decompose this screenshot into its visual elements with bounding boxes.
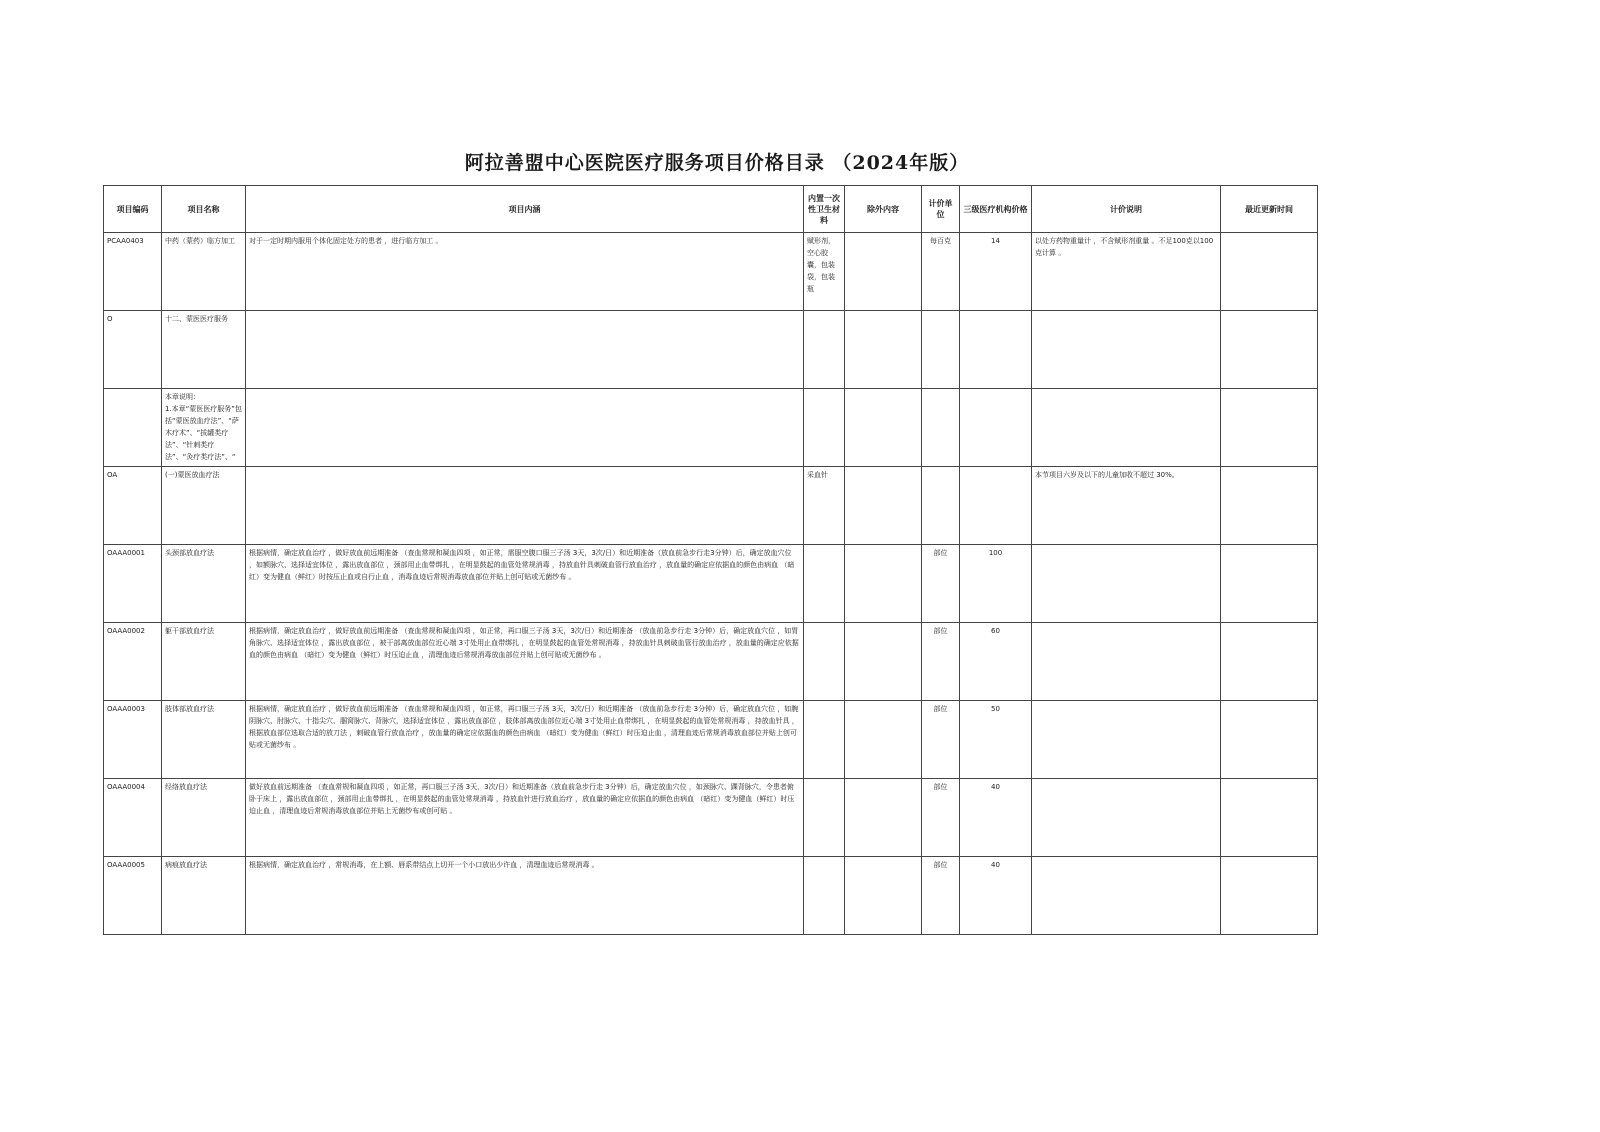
cell-excluded [845, 545, 922, 623]
cell-pricing-note [1032, 545, 1221, 623]
cell-code: OAAA0005 [104, 857, 162, 935]
cell-price: 60 [960, 623, 1032, 701]
table-row [104, 389, 1318, 467]
cell-updated [1221, 701, 1318, 779]
cell-price [960, 311, 1032, 389]
cell-updated [1221, 467, 1318, 545]
cell-updated [1221, 233, 1318, 311]
cell-name: 躯干部放血疗法 [162, 623, 246, 701]
cell-excluded [845, 311, 922, 389]
cell-materials [804, 701, 845, 779]
cell-materials: 采血针 [804, 467, 845, 545]
cell-content: 根据病情，确定放血治疗 ，做好放血前远期准备 （查血常规和凝血四项 ，如正常，再口服三子汤 3天，3次/日）和近期准备 （放血前急步行走 3分钟）后，确定放血穴位 ，如腕阴脉穴、肘脉穴、十指尖穴、腘窝脉穴、背脉穴，选择适宜体位 ，露出放血部位 ，肢体部离放血部位近心端 3寸处用止血带绑扎 ，在明显鼓起的血管处常规消毒 ，持放血针具 ，根据放血部位选取合适的放刀法 ，刺破血管行放血治疗 ，放血量的确定应依据血的颜色由病血 （暗红）变为健血（鲜红）时压迫止血 ，清理血迹后常规消毒放血部位并贴上创可贴或无菌纱布 。 [246, 701, 804, 779]
cell-unit: 部位 [922, 701, 960, 779]
cell-materials [804, 857, 845, 935]
cell-content: 根据病情，确定放血治疗 ，做好放血前远期准备 （查血常规和凝血四项 ，如正常，再口服三子汤 3天，3次/日）和近期准备 （放血前急步行走 3分钟）后，确定放血穴位 ，如胃角脉穴、选择适宜体位 ，露出放血部位 ，被干部离放血部位近心端 3寸处用止血带绑扎 ，在明显鼓起的血管处常规消毒 ，持放血针具刺破血管行放血治疗 ，放血量的确定应依据血的颜色由病血 （暗红）变为健血（鲜红）时压迫止血 ，清理血迹后常规消毒放血部位并贴上创可贴或无菌纱布 。 [246, 623, 804, 701]
cell-pricing-note [1032, 311, 1221, 389]
cell-excluded [845, 623, 922, 701]
cell-content: 根据病情，确定放血治疗 ，做好放血前远期准备 （查血常规和凝血四项 ，如正常，需服空腹口服三子汤 3天，3次/日）和近期准备（放血前急步行走3分钟）后，确定放血穴位 ，如额脉穴、选择适宜体位 ，露出放血部位 ，颈部用止血带绑扎 ，在明显鼓起的血管处常规消毒 ，持放血针具刺破血管行放血治疗 ，放血量的确定应依据血的颜色由病血 （暗红）变为健血（鲜红）时按压止血或自行止血 ，消毒血迹后常规消毒放血部位并贴上创可贴或无菌纱布 。 [246, 545, 804, 623]
cell-content: 对于一定时期内服用个体化固定处方的患者 ，进行临方加工 。 [246, 233, 804, 311]
cell-excluded [845, 467, 922, 545]
table-row [104, 311, 1318, 389]
cell-code: OAAA0001 [104, 545, 162, 623]
cell-name: (一)蒙医放血疗法 [162, 467, 246, 545]
cell-unit [922, 467, 960, 545]
cell-unit: 部位 [922, 779, 960, 857]
cell-name: 中药（蒙药）临方加工 [162, 233, 246, 311]
cell-updated [1221, 311, 1318, 389]
header-code: 项目编码 [104, 186, 162, 233]
cell-price: 40 [960, 857, 1032, 935]
cell-materials [804, 779, 845, 857]
cell-unit: 每百克 [922, 233, 960, 311]
cell-excluded [845, 389, 922, 467]
cell-excluded [845, 701, 922, 779]
cell-pricing-note: 本节项目六岁及以下的儿童加收不超过 30%。 [1032, 467, 1221, 545]
header-pricing-note: 计价说明 [1032, 186, 1221, 233]
header-price: 三级医疗机构价格 [960, 186, 1032, 233]
table-row [104, 701, 1318, 779]
cell-updated [1221, 389, 1318, 467]
cell-pricing-note [1032, 857, 1221, 935]
table-row [104, 623, 1318, 701]
cell-updated [1221, 623, 1318, 701]
cell-unit: 部位 [922, 545, 960, 623]
cell-name: 本章说明： 1.本章“蒙医医疗服务”包括“蒙医放血疗法”、“萨木疗术”、“拔罐类疗法”、“针刺类疗法”、“灸疗类疗法”、“ [162, 389, 246, 467]
cell-name: 头颈部放血疗法 [162, 545, 246, 623]
cell-name: 经络放血疗法 [162, 779, 246, 857]
cell-pricing-note: 以处方药物重量计 ，不含赋形剂重量 。不足100克以100克计算 。 [1032, 233, 1221, 311]
cell-price [960, 467, 1032, 545]
cell-excluded [845, 233, 922, 311]
cell-excluded [845, 857, 922, 935]
cell-pricing-note [1032, 623, 1221, 701]
header-content: 项目内涵 [246, 186, 804, 233]
cell-excluded [845, 779, 922, 857]
table-row [104, 545, 1318, 623]
cell-materials [804, 389, 845, 467]
page-title: 阿拉善盟中心医院医疗服务项目价格目录 （2024年版） [464, 152, 970, 174]
cell-unit [922, 389, 960, 467]
table-header-row [104, 186, 1318, 233]
cell-updated [1221, 545, 1318, 623]
header-updated: 最近更新时间 [1221, 186, 1318, 233]
cell-code: OAAA0003 [104, 701, 162, 779]
cell-updated [1221, 779, 1318, 857]
cell-updated [1221, 857, 1318, 935]
cell-price: 14 [960, 233, 1032, 311]
cell-name: 病痕放血疗法 [162, 857, 246, 935]
cell-unit: 部位 [922, 623, 960, 701]
cell-content [246, 311, 804, 389]
cell-materials: 赋形剂，空心胶囊，包装袋，包装瓶 [804, 233, 845, 311]
cell-content: 做好放血前远期准备 （查血常规和凝血四项 ，如正常，再口服三子汤 3天，3次/日）和近期准备（放血前急步行走 3分钟）后，确定放血穴位 ，如颈脉穴、踝背脉穴，令患者俯卧于床上 ，露出放血部位 ，颈部用止血带绑扎 ，在明显鼓起的血管处常规消毒 ，持放血针进行放血治疗 ，放血量的确定应依据血的颜色由病血 （暗红）变为健血（鲜红）时压迫止血 ，清理血迹后常规消毒放血部位并贴上无菌纱布或创可贴 。 [246, 779, 804, 857]
header-unit: 计价单位 [922, 186, 960, 233]
price-catalog-table [103, 185, 1318, 935]
cell-pricing-note [1032, 779, 1221, 857]
cell-code [104, 389, 162, 467]
table-row [104, 467, 1318, 545]
cell-code: OA [104, 467, 162, 545]
cell-materials [804, 311, 845, 389]
cell-price [960, 389, 1032, 467]
cell-unit: 部位 [922, 857, 960, 935]
cell-pricing-note [1032, 701, 1221, 779]
header-excluded: 除外内容 [845, 186, 922, 233]
cell-code: PCAA0403 [104, 233, 162, 311]
table-row [104, 233, 1318, 311]
cell-name: 肢体部放血疗法 [162, 701, 246, 779]
cell-price: 100 [960, 545, 1032, 623]
cell-materials [804, 545, 845, 623]
header-name: 项目名称 [162, 186, 246, 233]
cell-code: O [104, 311, 162, 389]
cell-content [246, 389, 804, 467]
header-materials: 内置一次性卫生材料 [804, 186, 845, 233]
cell-name: 十二、蒙医医疗服务 [162, 311, 246, 389]
cell-price: 50 [960, 701, 1032, 779]
table-row [104, 857, 1318, 935]
cell-content [246, 467, 804, 545]
cell-pricing-note [1032, 389, 1221, 467]
cell-code: OAAA0002 [104, 623, 162, 701]
table-row [104, 779, 1318, 857]
cell-materials [804, 623, 845, 701]
cell-code: OAAA0004 [104, 779, 162, 857]
cell-content: 根据病情，确定放血治疗 ，常规消毒，在上额、唇系带结点上切开一个小口放出少许血 ，清理血迹后常规消毒 。 [246, 857, 804, 935]
cell-price: 40 [960, 779, 1032, 857]
cell-unit [922, 311, 960, 389]
